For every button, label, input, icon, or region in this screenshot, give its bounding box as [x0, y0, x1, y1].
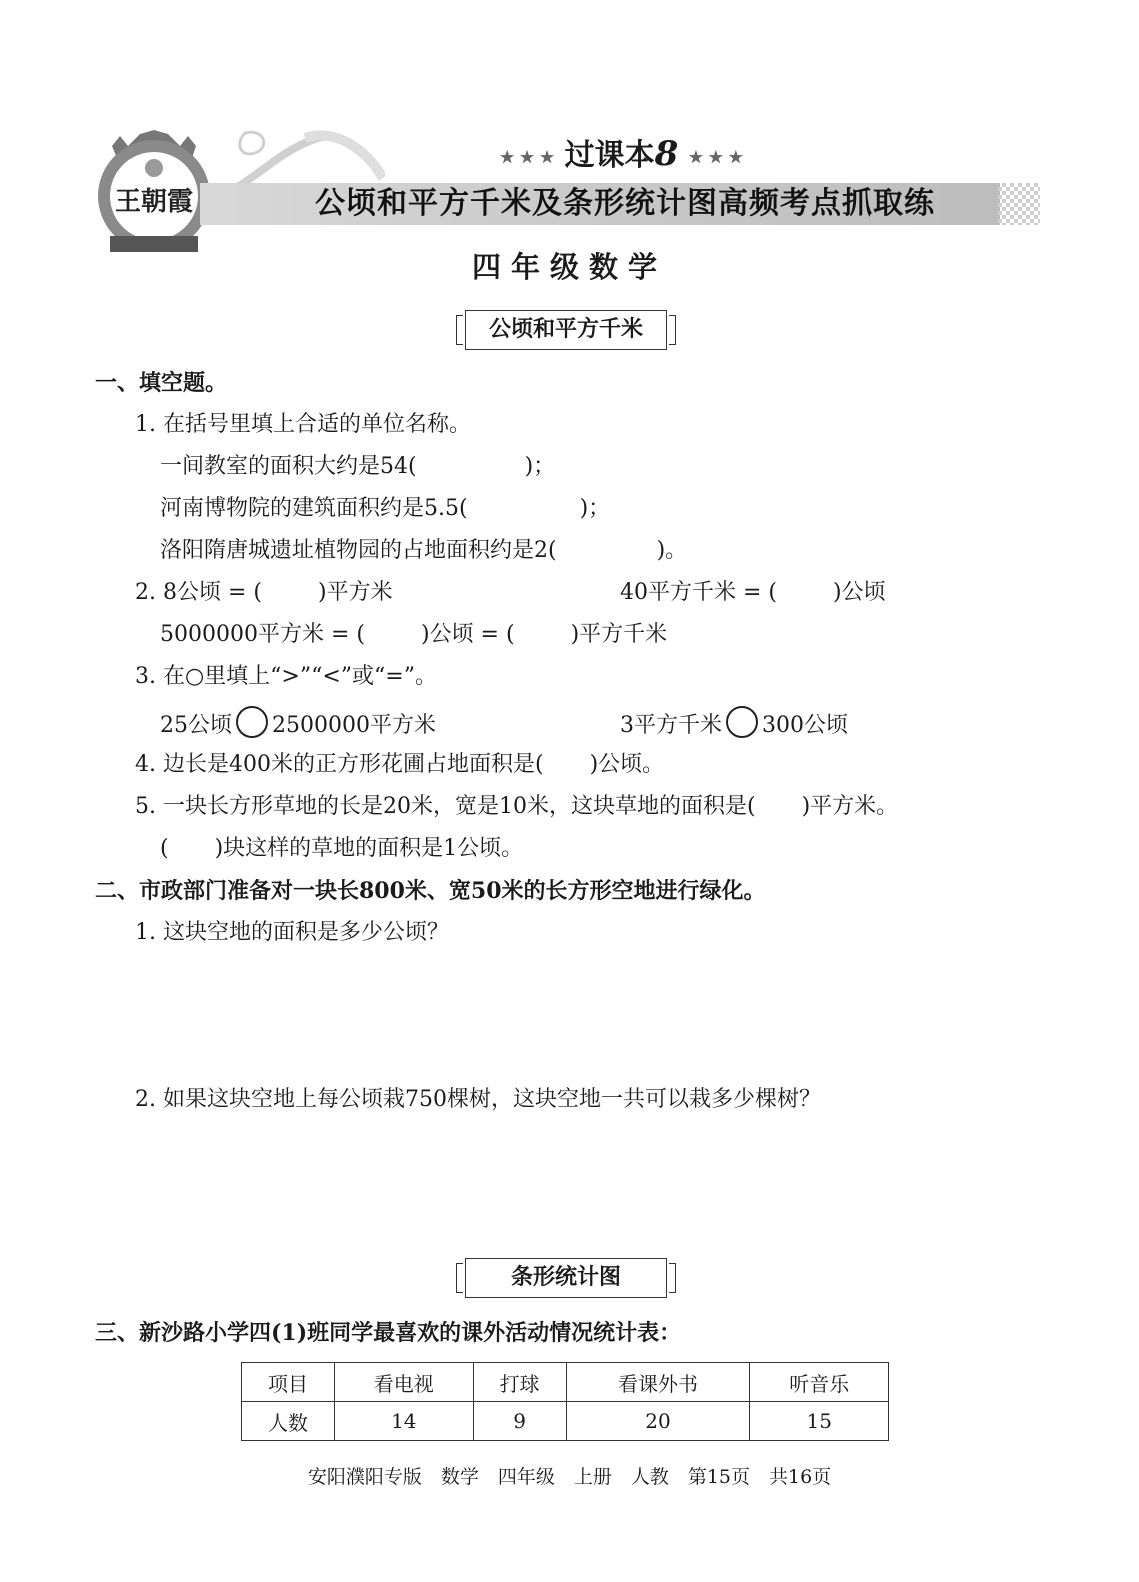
grade-title: 四年级数学	[471, 250, 667, 284]
page-footer: 安阳濮阳专版 数学 四年级 上册 人教 第15页 共16页	[307, 1466, 832, 1488]
part2-q1: 1. 这块空地的面积是多少公顷？	[135, 920, 449, 945]
stats-table	[241, 1362, 889, 1441]
q1-c-end: )。	[656, 538, 688, 563]
table-cell: 项目	[242, 1363, 335, 1402]
q1-a-text: 一间教室的面积大约是54(	[160, 454, 417, 479]
q2-right	[620, 578, 886, 608]
series-line	[500, 130, 760, 174]
q2-left-end: )平方米	[317, 580, 393, 605]
table-cell: 20	[566, 1402, 750, 1441]
q3-left	[160, 706, 436, 741]
q3-stem: 3. 在○里填上“>”“<”或“=”。	[135, 664, 437, 689]
part3-heading: 三、新沙路小学四(1)班同学最喜欢的课外活动情况统计表：	[95, 1320, 682, 1346]
q1-a-end: )；	[524, 454, 556, 479]
q1-b-end: )；	[579, 496, 611, 521]
q1-line-c	[160, 536, 687, 566]
table-cell: 打球	[473, 1363, 566, 1402]
q1-line-a	[160, 452, 555, 482]
series-number: 8	[654, 134, 679, 174]
q1-line-b	[160, 494, 610, 524]
q2-right-text: 40平方千米 = (	[620, 580, 777, 605]
table-cell: 人数	[242, 1402, 335, 1441]
series-prefix: 过课本	[564, 138, 655, 173]
section-label-area-units: 公顷和平方千米	[465, 310, 667, 350]
table-row	[242, 1402, 889, 1441]
publisher-logo	[92, 128, 217, 258]
q3-right-a: 3平方千米	[620, 713, 722, 738]
table-cell: 9	[473, 1402, 566, 1441]
q1-b-text: 河南博物院的建筑面积约是5.5(	[160, 496, 468, 521]
q2-line2-b: )公顷 = (	[420, 622, 515, 647]
q4-end: )公顷。	[589, 752, 665, 777]
q2-right-end: )公顷	[833, 580, 886, 605]
table-cell: 看课外书	[566, 1363, 750, 1402]
q3-left-b: 2500000平方米	[272, 713, 436, 738]
q4	[135, 750, 664, 780]
table-header-row	[242, 1363, 889, 1402]
q3-right-b: 300公顷	[762, 713, 848, 738]
table-cell: 听音乐	[750, 1363, 889, 1402]
compare-circle[interactable]	[726, 706, 758, 738]
part2-heading: 二、市政部门准备对一块长800米、宽50米的长方形空地进行绿化。	[95, 878, 766, 904]
q1-c-text: 洛阳隋唐城遗址植物园的占地面积约是2(	[160, 538, 557, 563]
logo-text: 王朝霞	[114, 187, 194, 217]
main-title: 公顷和平方千米及条形统计图高频考点抓取练	[315, 186, 935, 221]
q3-right	[620, 706, 848, 741]
q5-line2-text: )块这样的草地的面积是1公顷。	[214, 836, 524, 861]
q5-line2	[160, 834, 523, 864]
part2-q2: 2. 如果这块空地上每公顷栽750棵树，这块空地一共可以栽多少棵树？	[135, 1087, 821, 1112]
section-label-bar-chart: 条形统计图	[465, 1258, 667, 1298]
q2-line2-c: )平方千米	[570, 622, 668, 647]
table-cell: 14	[335, 1402, 473, 1441]
q1-stem: 1. 在括号里填上合适的单位名称。	[135, 412, 471, 437]
q2-line2	[160, 620, 667, 650]
q5-end: )平方米。	[801, 794, 899, 819]
part1-heading: 一、填空题。	[95, 370, 228, 396]
q5-open: (	[160, 836, 169, 861]
q5-line1	[135, 792, 898, 822]
q3-left-a: 25公顷	[160, 713, 232, 738]
q5-text: 5. 一块长方形草地的长是20米，宽是10米，这块草地的面积是(	[135, 794, 756, 819]
star-icon: ★ ★ ★	[500, 147, 555, 167]
table-cell: 15	[750, 1402, 889, 1441]
q2-line2-a: 5000000平方米 = (	[160, 622, 365, 647]
table-cell: 看电视	[335, 1363, 473, 1402]
compare-circle[interactable]	[236, 706, 268, 738]
star-icon: ★ ★ ★	[688, 147, 743, 167]
q2-left	[135, 578, 393, 608]
q4-text: 4. 边长是400米的正方形花圃占地面积是(	[135, 752, 544, 777]
q2-left-text: 2. 8公顷 = (	[135, 580, 262, 605]
